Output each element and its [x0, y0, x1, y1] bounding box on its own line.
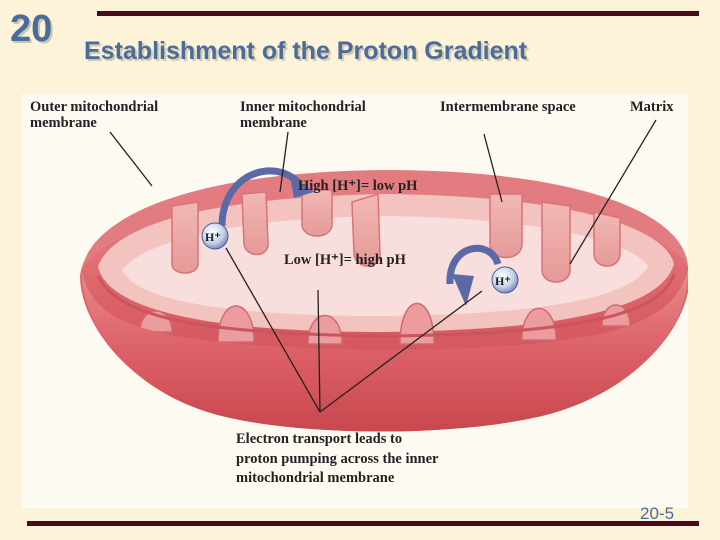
label-inner-membrane: Inner mitochondrial membrane [240, 99, 366, 131]
proton-right-label: H⁺ [495, 274, 511, 288]
label-matrix: Matrix [630, 99, 674, 115]
label-high-proton: High [H⁺]= low pH [298, 178, 418, 194]
label-low-proton: Low [H⁺]= high pH [284, 252, 406, 268]
slide-title: Establishment of the Proton Gradient [84, 37, 528, 65]
title-rule-top [97, 11, 699, 16]
label-outer-membrane: Outer mitochondrial membrane [30, 99, 159, 131]
footer-rule [27, 521, 699, 526]
label-intermembrane-space: Intermembrane space [440, 99, 576, 115]
label-caption: Electron transport leads to proton pumping across the inner mitochondrial membrane [236, 431, 439, 486]
mitochondrion-figure [22, 94, 688, 508]
proton-left-label: H⁺ [205, 230, 221, 244]
page-number: 20-5 [640, 504, 675, 523]
slide-number: 20 [10, 8, 53, 50]
